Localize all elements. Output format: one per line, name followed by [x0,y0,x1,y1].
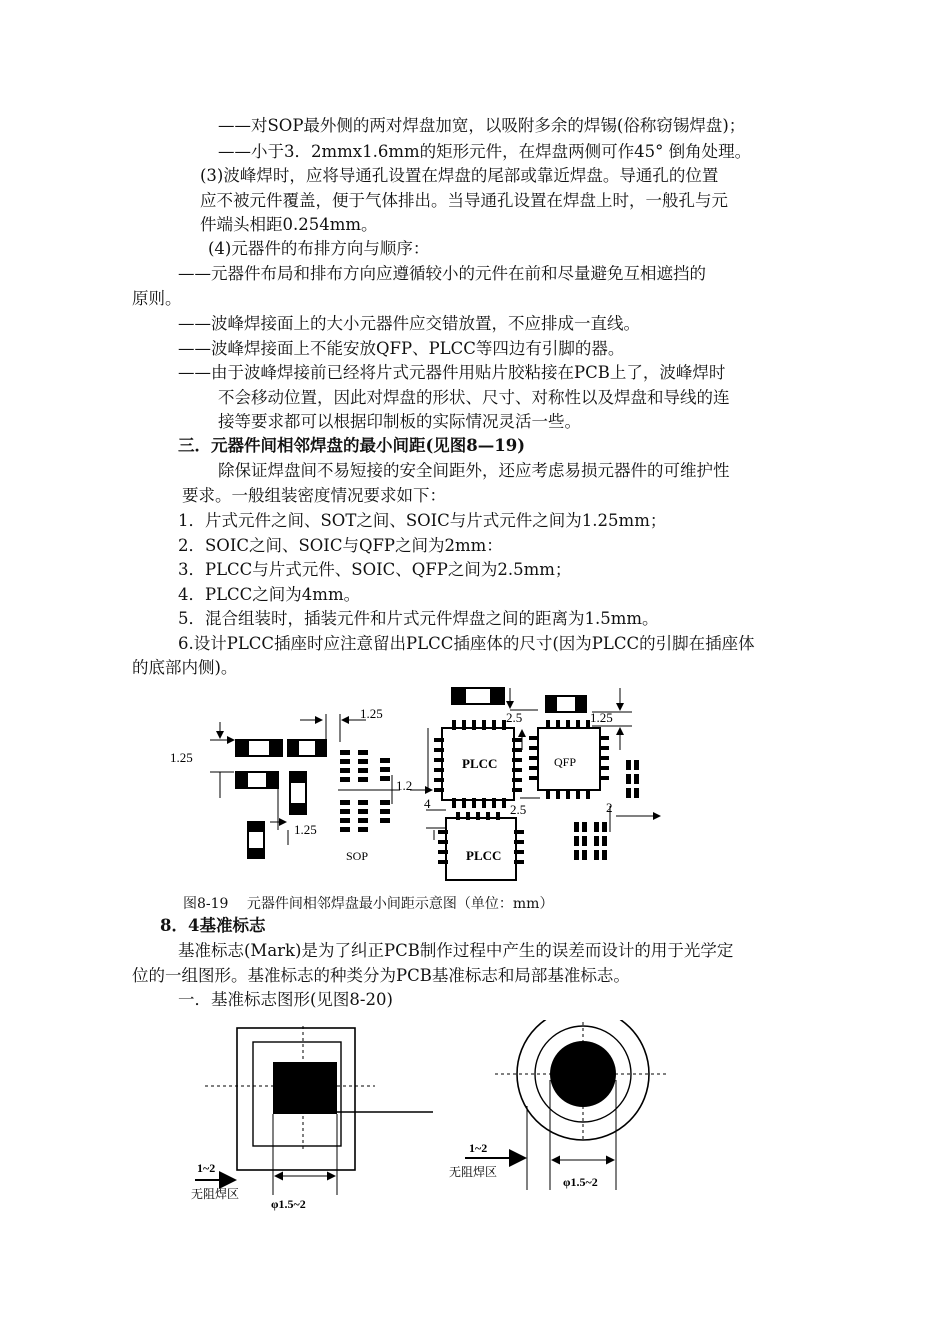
chip-component [236,772,278,788]
chip-component [452,688,504,704]
list-item: 3．PLCC与片式元件、SOIC、QFP之间为2.5mm； [178,560,572,579]
text-line: ——小于3．2mmx1.6mm的矩形元件，在焊盘两侧可作45° 倒角处理。 [218,142,752,161]
text-line: 应不被元件覆盖，便于气体排出。当导通孔设置在焊盘上时，一般孔与元 [200,191,728,210]
figure-caption: 图8-19 元器件间相邻焊盘最小间距示意图（单位：mm） [183,896,554,912]
zone-label: 无阻焊区 [449,1165,498,1179]
figure-fiducial-marks [185,1020,705,1220]
section-title: 8．4基准标志 [160,916,266,935]
list-item: 4．PLCC之间为4mm。 [178,585,361,604]
chip-component [236,740,282,756]
text-line: ——元器件布局和排布方向应遵循较小的元件在前和尽量避免互相遮挡的 [178,264,706,283]
dim-label: 1.25 [360,706,383,721]
size-label: φ1.5~2 [271,1197,306,1211]
text-line: 接等要求都可以根据印制板的实际情况灵活一些。 [218,412,581,431]
qfp-label: QFP [554,755,577,769]
dim-label: 1.25 [170,750,193,765]
chip-component-vertical [290,772,306,814]
size-label: φ1.5~2 [563,1175,598,1189]
text-line: ——由于波峰焊接前已经将片式元器件用贴片胶粘接在PCB上了，波峰焊时 [178,363,726,382]
clearance-label: 1~2 [469,1141,488,1155]
text-line: 的底部内侧)。 [132,658,238,677]
text-line: 位的一组图形。基准标志的种类分为PCB基准标志和局部基准标志。 [132,966,630,985]
text-line: 基准标志(Mark)是为了纠正PCB制作过程中产生的误差而设计的用于光学定 [178,941,734,960]
text-line: 原则。 [132,289,182,308]
text-line: (4)元器件的布排方向与顺序： [208,239,430,258]
list-item: 6.设计PLCC插座时应注意留出PLCC插座体的尺寸(因为PLCC的引脚在插座体 [178,634,755,653]
chip-component-vertical [248,822,264,858]
dim-label: 2.5 [506,710,523,725]
sop-label: SOP [346,849,369,863]
list-item: 1．片式元件之间、SOT之间、SOIC与片式元件之间为1.25mm； [178,511,667,530]
dim-label: 4 [424,796,431,811]
plcc-package [438,812,524,880]
dim-label: 1.25 [294,822,317,837]
section-heading: 三．元器件间相邻焊盘的最小间距(见图8—19) [178,436,526,455]
qfp-package [529,720,609,799]
text-line: 要求。一般组装密度情况要求如下： [182,486,446,505]
dim-label: 2 [606,800,613,815]
plcc-label: PLCC [462,756,498,771]
text-line: 不会移动位置，因此对焊盘的形状、尺寸、对称性以及焊盘和导线的连 [218,388,730,407]
plcc-package [434,720,522,808]
dim-label: 1.25 [590,710,613,725]
text-line: ——波峰焊接面上的大小元器件应交错放置，不应排成一直线。 [178,314,640,333]
chip-component [546,696,586,712]
text-line: ——波峰焊接面上不能安放QFP、PLCC等四边有引脚的器。 [178,339,625,358]
figure-pad-spacing [170,680,670,890]
square-fiducial-mark [195,1026,433,1195]
plcc-label: PLCC [466,848,502,863]
text-line: ——对SOP最外侧的两对焊盘加宽，以吸附多余的焊锡(俗称窃锡焊盘)； [218,116,746,135]
text-line: (3)波峰焊时，应将导通孔设置在焊盘的尾部或靠近焊盘。导通孔的位置 [200,166,719,185]
dim-label: 1.2 [396,778,413,793]
sop-pads [340,750,390,832]
dim-label: 2.5 [510,802,527,817]
list-item: 5．混合组装时，插装元件和片式元件焊盘之间的距离为1.5mm。 [178,609,659,628]
zone-label: 无阻焊区 [191,1187,240,1201]
list-item: 2．SOIC之间、SOIC与QFP之间为2mm： [178,536,503,555]
text-line: 除保证焊盘间不易短接的安全间距外，还应考虑易损元器件的可维护性 [218,461,730,480]
chip-component [288,740,326,756]
clearance-label: 1~2 [197,1161,216,1175]
text-line: 件端头相距0.254mm。 [200,215,378,234]
text-line: 一．基准标志图形(见图8-20) [178,990,393,1009]
